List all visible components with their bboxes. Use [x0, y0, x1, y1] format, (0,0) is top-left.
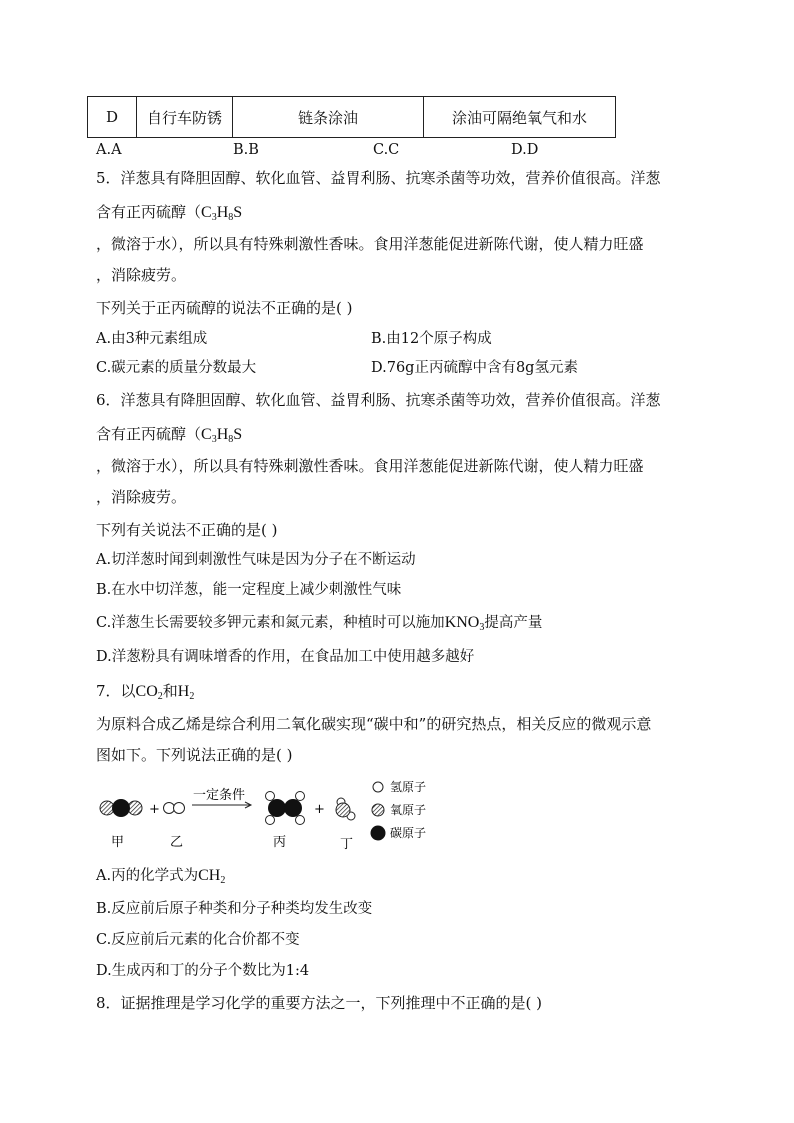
oxygen-atom-icon	[372, 804, 384, 816]
legend-oxygen: 氧原子	[390, 803, 427, 817]
option-b: B.B	[233, 142, 259, 158]
q5-option-c: C.碳元素的质量分数最大	[96, 360, 257, 376]
formula-co2: $CO_2$	[135, 683, 163, 702]
label-jia: 甲	[111, 835, 125, 850]
q6-stem-line1: 6．洋葱具有降胆固醇、软化血管、益胃利肠、抗寒杀菌等功效，营养价值很高。洋葱	[96, 391, 661, 409]
table-cell: 涂油可隔绝氧气和水	[424, 97, 616, 138]
q7-option-a: A.丙的化学式为$CH_2$	[96, 867, 226, 886]
table-row	[88, 97, 616, 138]
label-ding: 丁	[340, 837, 354, 852]
q5-question: 下列关于正丙硫醇的说法不正确的是( )	[96, 299, 353, 317]
h2-molecule-icon	[164, 803, 185, 814]
q7-stem-line2: 为原料合成乙烯是综合利用二氧化碳实现“碳中和”的研究热点，相关反应的微观示意	[96, 715, 652, 733]
formula-kno3: $KNO_3$	[444, 614, 485, 633]
q6-stem-line4: ，消除疲劳。	[96, 488, 187, 506]
reaction-diagram	[90, 772, 450, 854]
formula-h2: $H_2$	[177, 683, 195, 702]
legend-carbon: 碳原子	[390, 826, 427, 840]
reaction-condition: 一定条件	[193, 788, 246, 803]
q6-stem-line2: 含有正丙硫醇（$C_3H_8S$	[96, 425, 243, 445]
q5-stem-line2: 含有正丙硫醇（$C_3H_8S$	[96, 203, 243, 223]
table-cell: 自行车防锈	[137, 97, 233, 138]
q5-stem-line3: ，微溶于水），所以具有特殊刺激性香味。食用洋葱能促进新陈代谢，使人精力旺盛	[96, 235, 644, 253]
table-cell: D	[88, 97, 137, 138]
answer-table	[87, 96, 616, 138]
label-yi: 乙	[170, 835, 184, 850]
formula-c3h8s: $C_3H_8S$	[201, 426, 243, 445]
legend	[371, 780, 427, 841]
q5-option-a: A.由3种元素组成	[96, 331, 208, 347]
q6-option-a: A.切洋葱时闻到刺激性气味是因为分子在不断运动	[96, 552, 416, 568]
formula-c3h8s: $C_3H_8S$	[201, 204, 243, 223]
q7-stem-line1: 7．以$CO_2$和$H_2$	[96, 682, 195, 702]
q6-option-b: B.在水中切洋葱，能一定程度上减少刺激性气味	[96, 582, 402, 598]
q5-stem-line1: 5．洋葱具有降胆固醇、软化血管、益胃利肠、抗寒杀菌等功效，营养价值很高。洋葱	[96, 169, 661, 187]
co2-molecule-icon	[100, 799, 142, 817]
q5-stem-line4: ，消除疲劳。	[96, 266, 187, 284]
hydrogen-atom-icon	[373, 782, 383, 792]
legend-hydrogen: 氢原子	[390, 780, 427, 794]
q8-stem-line1: 8．证据推理是学习化学的重要方法之一，下列推理中不正确的是( )	[96, 994, 543, 1012]
q6-option-d: D.洋葱粉具有调味增香的作用，在食品加工中使用越多越好	[96, 649, 475, 665]
q7-option-b: B.反应前后原子种类和分子种类均发生改变	[96, 901, 373, 917]
carbon-atom-icon	[371, 826, 386, 841]
option-c: C.C	[373, 142, 400, 158]
option-a: A.A	[96, 142, 122, 158]
label-bing: 丙	[273, 835, 287, 850]
q5-option-d: D.76g正丙硫醇中含有8g氢元素	[371, 360, 578, 376]
ethylene-molecule-icon	[266, 792, 305, 825]
q6-question: 下列有关说法不正确的是( )	[96, 521, 278, 539]
q7-option-d: D.生成丙和丁的分子个数比为1:4	[96, 963, 310, 979]
q6-option-c: C.洋葱生长需要较多钾元素和氮元素，种植时可以施加$KNO_3$提高产量	[96, 614, 543, 633]
table-cell: 链条涂油	[233, 97, 424, 138]
q7-option-c: C.反应前后元素的化合价都不变	[96, 932, 300, 948]
plus-sign: +	[314, 802, 325, 817]
q7-stem-line3: 图如下。下列说法正确的是( )	[96, 746, 293, 764]
q5-option-b: B.由12个原子构成	[371, 331, 492, 347]
water-molecule-icon	[336, 798, 355, 820]
formula-ch2: $CH_2$	[198, 867, 226, 886]
q6-stem-line3: ，微溶于水），所以具有特殊刺激性香味。食用洋葱能促进新陈代谢，使人精力旺盛	[96, 457, 644, 475]
plus-sign: +	[149, 802, 160, 817]
option-d: D.D	[511, 142, 539, 158]
